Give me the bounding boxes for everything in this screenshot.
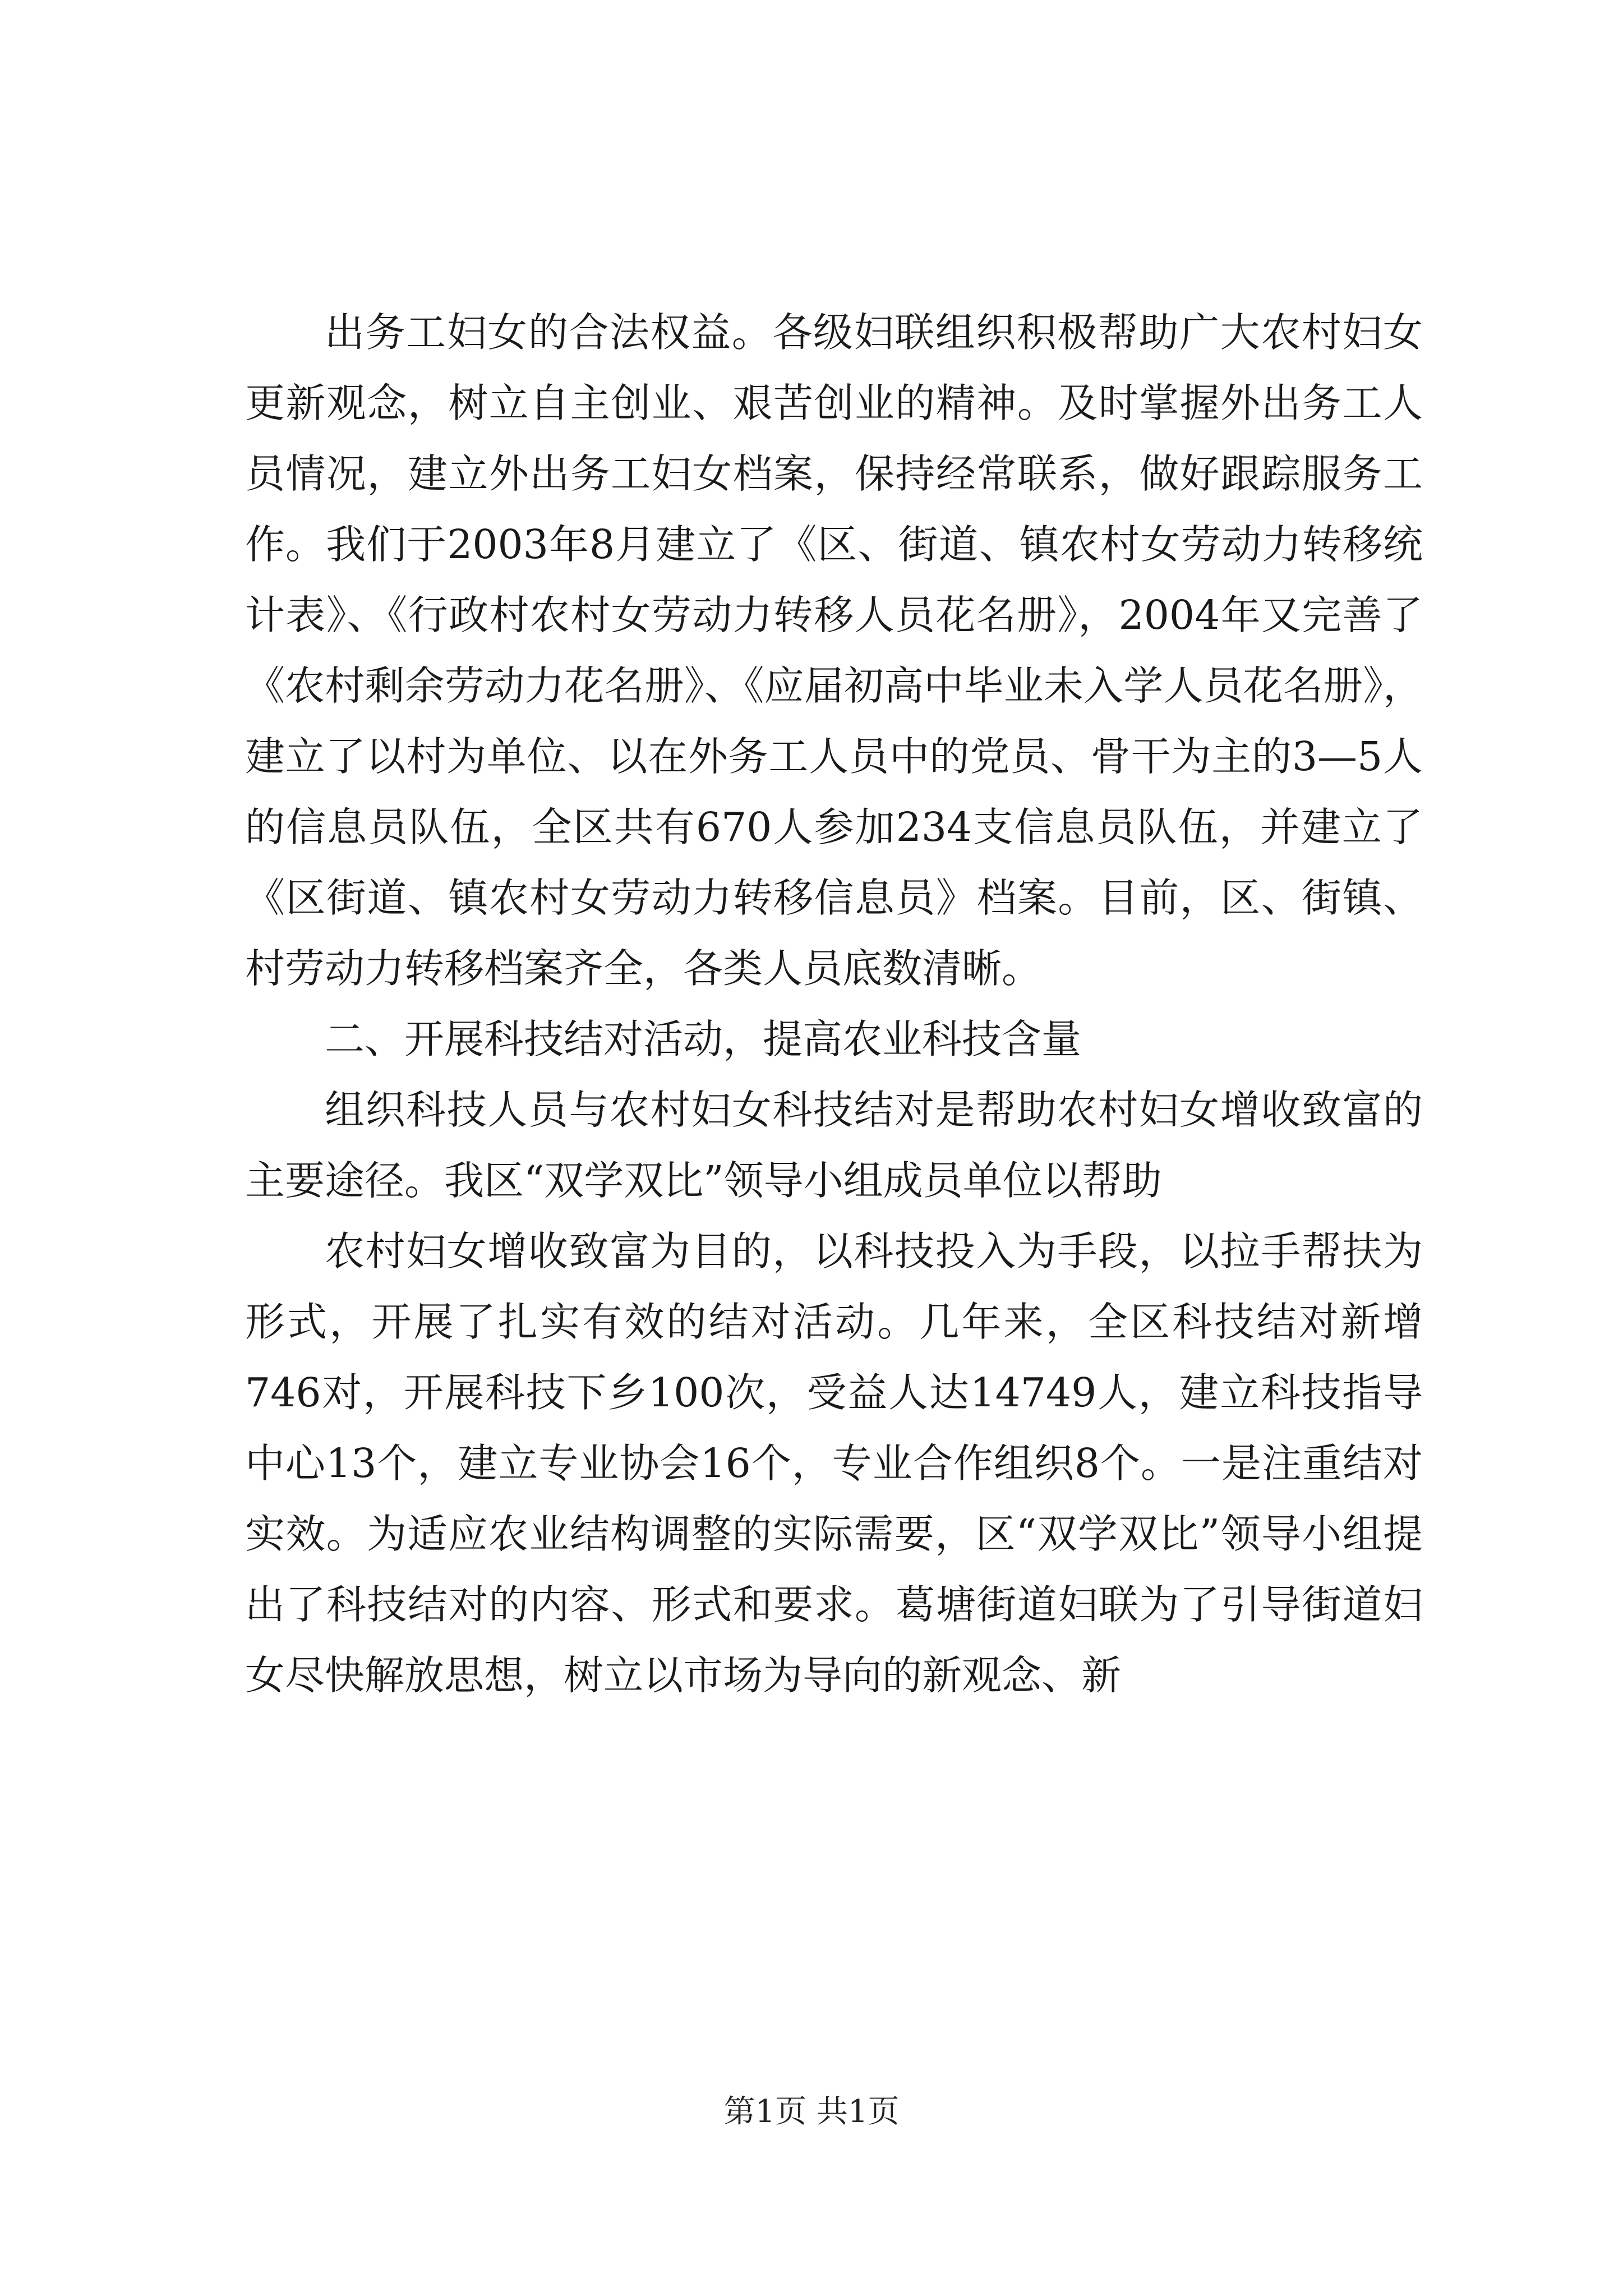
- body-text: [245, 297, 1423, 1711]
- paragraph: 农村妇女增收致富为目的，以科技投入为手段，以拉手帮扶为形式，开展了扎实有效的结对活动。几年来，全区科技结对新增746对，开展科技下乡100次，受益人达14749人，建立科技指导中心13个，建立专业协会16个，专业合作组织8个。一是注重结对实效。为适应农业结构调整的实际需要，区“双学双比”领导小组提出了科技结对的内容、形式和要求。葛塘街道妇联为了引导街道妇女尽快解放思想，树立以市场为导向的新观念、新: [245, 1228, 1423, 1699]
- paragraph-continuation: 出务工妇女的合法权益。各级妇联组织积极帮助广大农村妇女更新观念，树立自主创业、艰苦创业的精神。及时掌握外出务工人员情况，建立外出务工妇女档案，保持经常联系，做好跟踪服务工作。我们于2003年8月建立了《区、街道、镇农村女劳动力转移统计表》、《行政村农村女劳动力转移人员花名册》，2004年又完善了《农村剩余劳动力花名册》、《应届初高中毕业未入学人员花名册》，建立了以村为单位、以在外务工人员中的党员、骨干为主的3—5人的信息员队伍，全区共有670人参加234支信息员队伍，并建立了《区街道、镇农村女劳动力转移信息员》档案。目前，区、街镇、村劳动力转移档案齐全，各类人员底数清晰。: [245, 309, 1423, 992]
- page-footer: 第1页 共1页: [723, 2093, 900, 2130]
- section-heading: 二、开展科技结对活动，提高农业科技含量: [325, 1016, 1082, 1062]
- paragraph: 组织科技人员与农村妇女科技结对是帮助农村妇女增收致富的主要途径。我区“双学双比”领导小组成员单位以帮助: [245, 1087, 1423, 1204]
